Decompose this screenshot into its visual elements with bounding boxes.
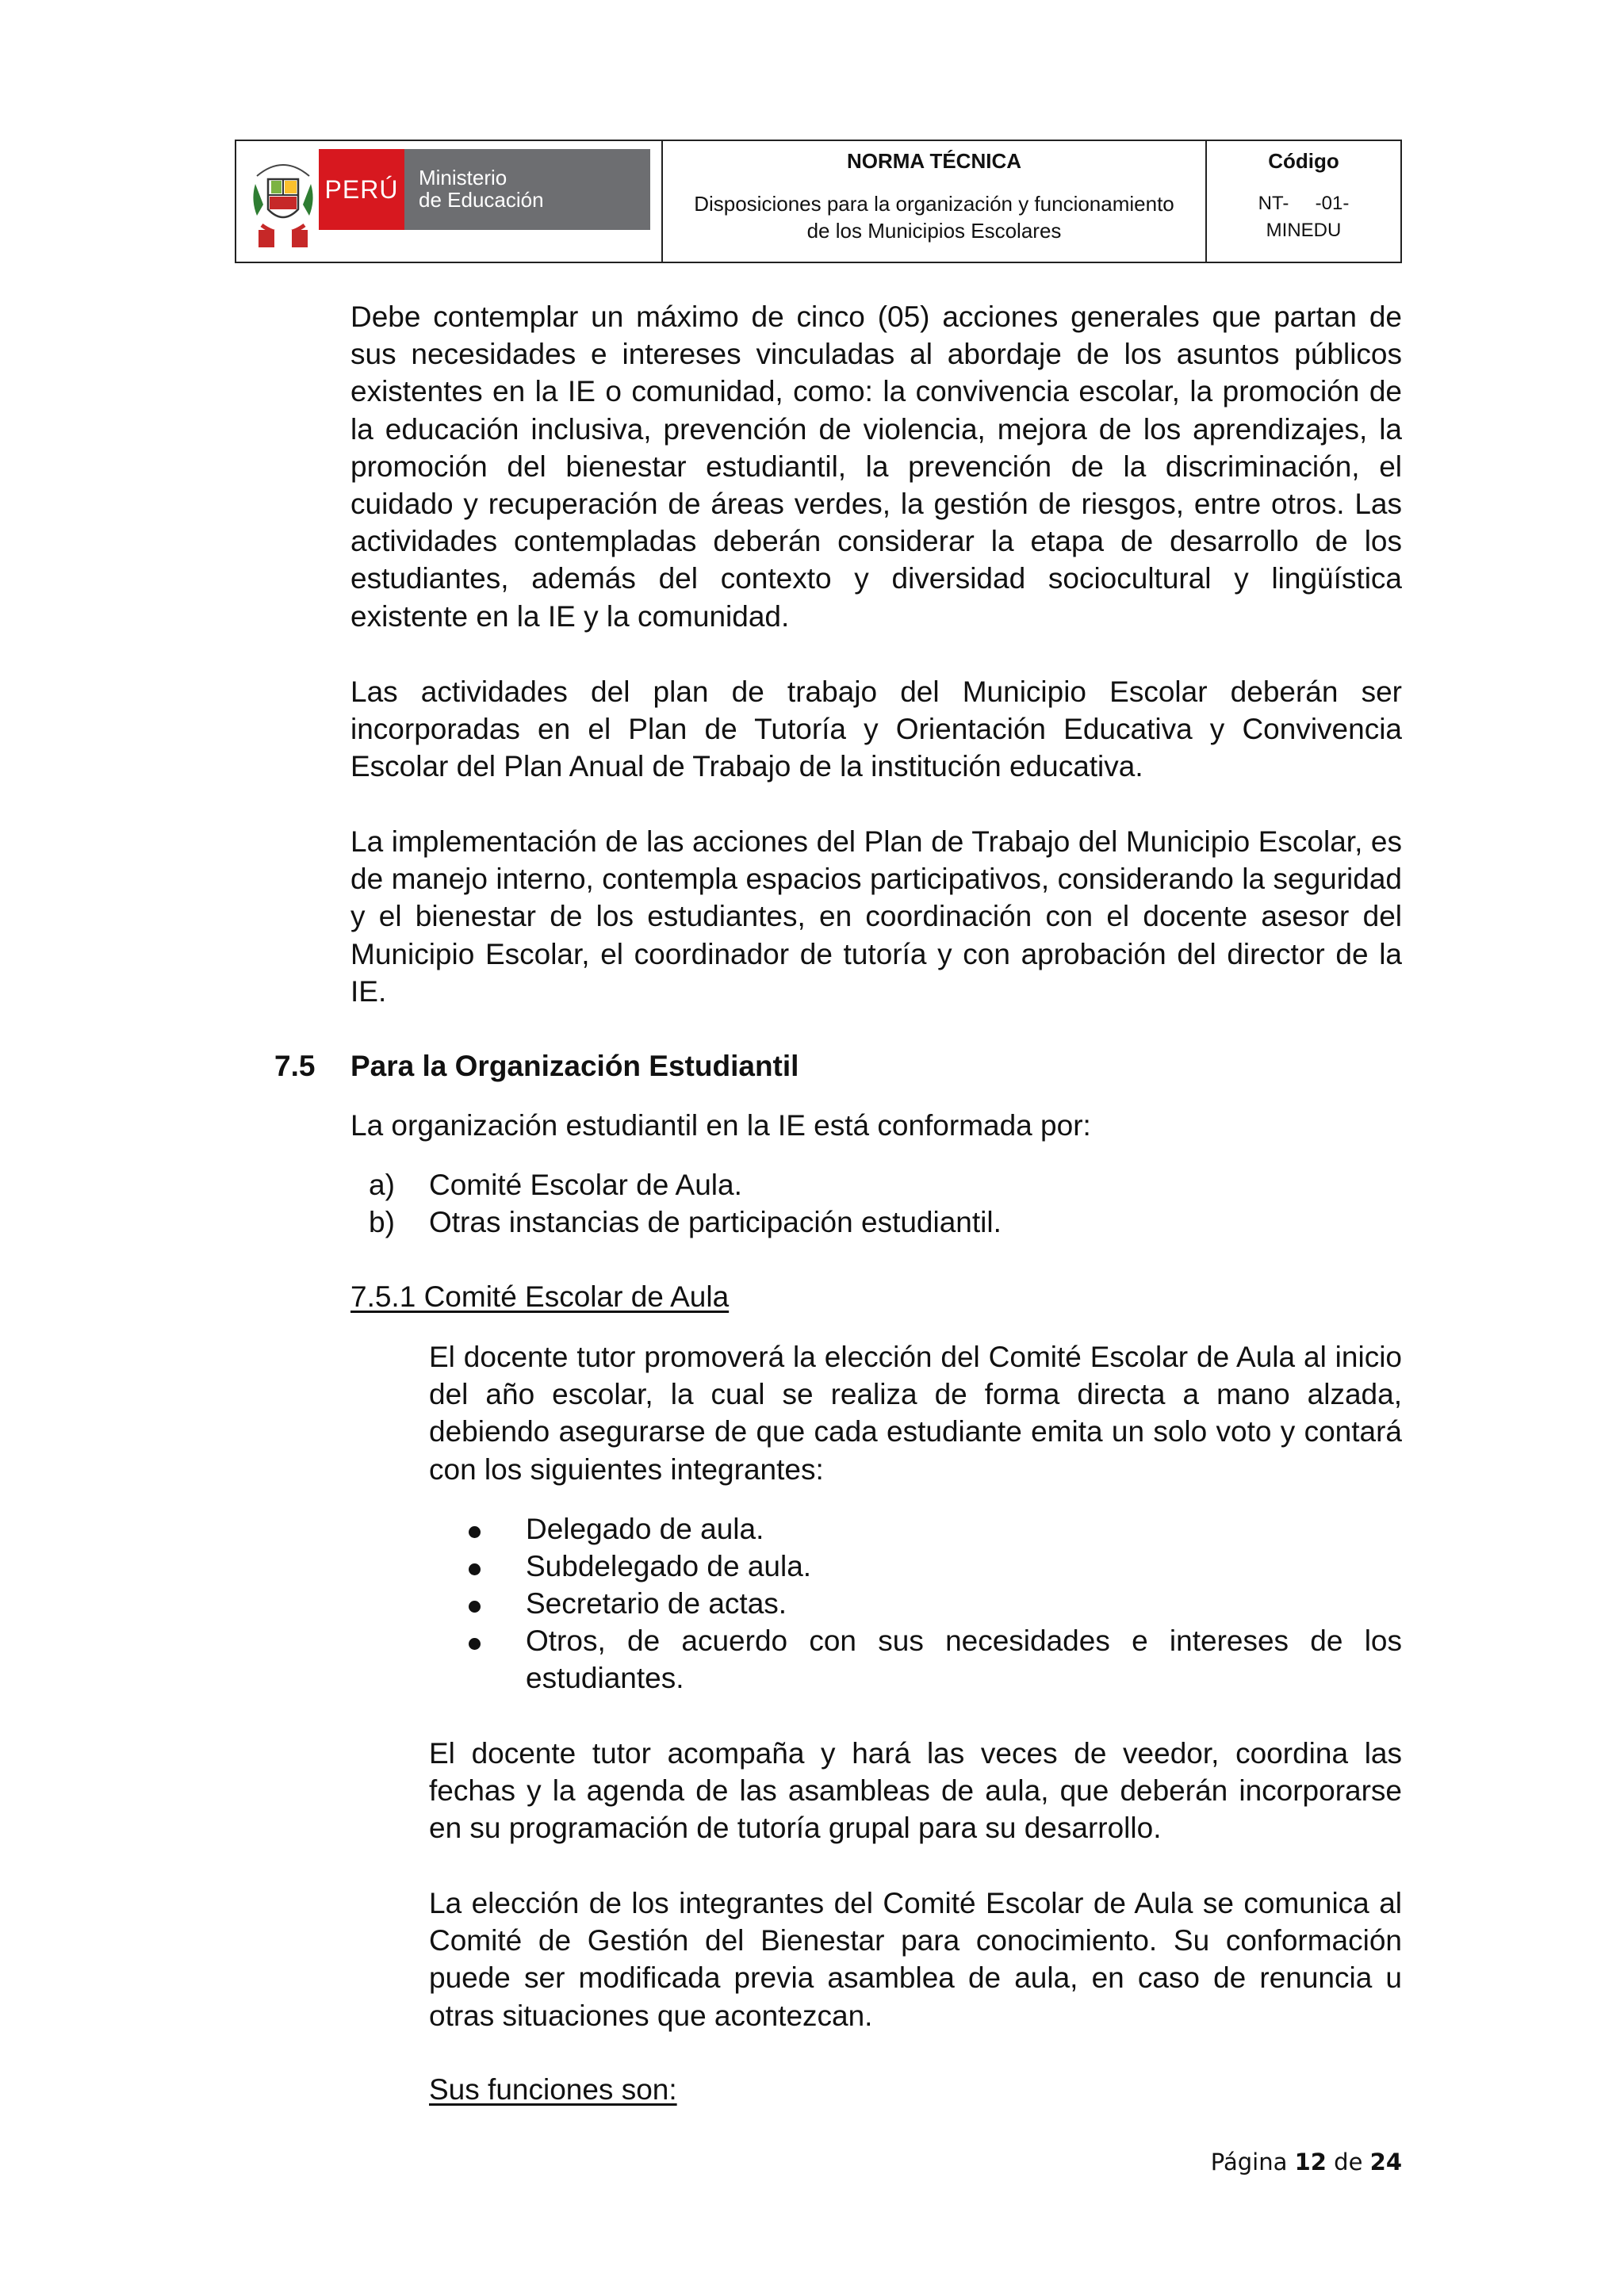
ministry-name-line1: Ministerio xyxy=(419,166,508,189)
page-word: Página xyxy=(1210,2149,1288,2175)
bullet-item: Secretario de actas. xyxy=(526,1587,787,1620)
of-word: de xyxy=(1334,2149,1363,2175)
header-title-cell xyxy=(663,141,1207,262)
bullet-item: Delegado de aula. xyxy=(526,1513,764,1545)
total-pages: 24 xyxy=(1369,2149,1402,2175)
ministry-badge xyxy=(404,149,650,230)
bullet-icon xyxy=(469,1563,481,1575)
header-code-cell xyxy=(1207,141,1400,262)
peru-badge: PERÚ xyxy=(319,149,404,230)
code-label: Código xyxy=(1268,149,1339,173)
current-page: 12 xyxy=(1294,2149,1327,2175)
bullet-icon xyxy=(469,1601,481,1613)
section-title: Para la Organización Estudiantil xyxy=(350,1050,799,1082)
paragraph-activities: Las actividades del plan de trabajo del Municipio Escolar deberán ser incorporadas en el Plan de Tutoría y Orientación Educativa y Convivencia Escolar del Plan Anual de Trabajo de la institución educativa. xyxy=(350,675,1402,783)
peru-coat-of-arms-icon xyxy=(251,152,316,254)
subsection-title: 7.5.1 Comité Escolar de Aula xyxy=(350,1280,730,1313)
page-number xyxy=(1211,2149,1402,2175)
norm-subtitle-line1: Disposiciones para la organización y funcionamiento xyxy=(694,192,1174,216)
paragraph-tutor-role: El docente tutor acompaña y hará las veces de veedor, coordina las fechas y la agenda de las asambleas de aula, que deberán incorporarse en su programación de tutoría grupal para su desarrollo. xyxy=(429,1737,1402,1845)
bullet-item: Subdelegado de aula. xyxy=(526,1550,812,1582)
norm-subtitle-line2: de los Municipios Escolares xyxy=(806,219,1062,243)
paragraph-actions: Debe contemplar un máximo de cinco (05) acciones generales que partan de sus necesidades e intereses vinculadas al abordaje de los asuntos públicos existentes en la IE o comunidad, como: la convivencia escolar, la promoción de la educación inclusiva, prevención de violencia, mejora de los aprendizajes, la promoción del bienestar estudiantil, la prevención de la discriminación, el cuidado y recuperación de áreas verdes, la gestión de riesgos, entre otros. Las actividades contempladas deberán considerar la etapa de desarrollo de los estudiantes, además del contexto y diversidad sociocultural y lingüística existente en la IE y la comunidad. xyxy=(350,300,1402,633)
norm-subtitle xyxy=(671,190,1197,244)
paragraph-committee-communication: La elección de los integrantes del Comité Escolar de Aula se comunica al Comité de Gestión del Bienestar para conocimiento. Su conformación puede ser modificada previa asamblea de aula, en caso de renuncia u otras situaciones que acontezcan. xyxy=(429,1887,1402,2032)
paragraph-committee-election: El docente tutor promoverá la elección del Comité Escolar de Aula al inicio del año escolar, la cual se realiza de forma directa a mano alzada, debiendo asegurarse de que cada estudiante emita un solo voto y contará con los siguientes integrantes: xyxy=(429,1341,1402,1486)
bullet-item: Otros, de acuerdo con sus necesidades e intereses de los estudiantes. xyxy=(526,1624,1402,1695)
ministry-logo xyxy=(236,141,663,262)
bullet-icon xyxy=(469,1638,481,1650)
code-value xyxy=(1207,190,1400,244)
code-value-line2: MINEDU xyxy=(1266,220,1342,241)
code-value-line1: NT- -01- xyxy=(1258,193,1350,214)
bullet-icon xyxy=(469,1526,481,1538)
document-header xyxy=(235,140,1402,263)
paragraph-implementation: La implementación de las acciones del Plan de Trabajo del Municipio Escolar, es de manejo interno, contempla espacios participativos, considerando la seguridad y el bienestar de los estudiantes, en coordinación con el docente asesor del Municipio Escolar, el coordinador de tutoría y con aprobación del director de la IE. xyxy=(350,825,1402,1008)
list-item: Otras instancias de participación estudiantil. xyxy=(429,1206,1002,1238)
list-marker: b) xyxy=(369,1206,395,1238)
list-item: Comité Escolar de Aula. xyxy=(429,1169,742,1201)
functions-heading: Sus funciones son: xyxy=(429,2073,677,2106)
ministry-name-line2: de Educación xyxy=(419,188,544,212)
norm-title: NORMA TÉCNICA xyxy=(846,149,1022,173)
section-intro: La organización estudiantil en la IE está conformada por: xyxy=(350,1109,1091,1142)
section-number: 7.5 xyxy=(274,1050,316,1082)
list-marker: a) xyxy=(369,1169,395,1201)
